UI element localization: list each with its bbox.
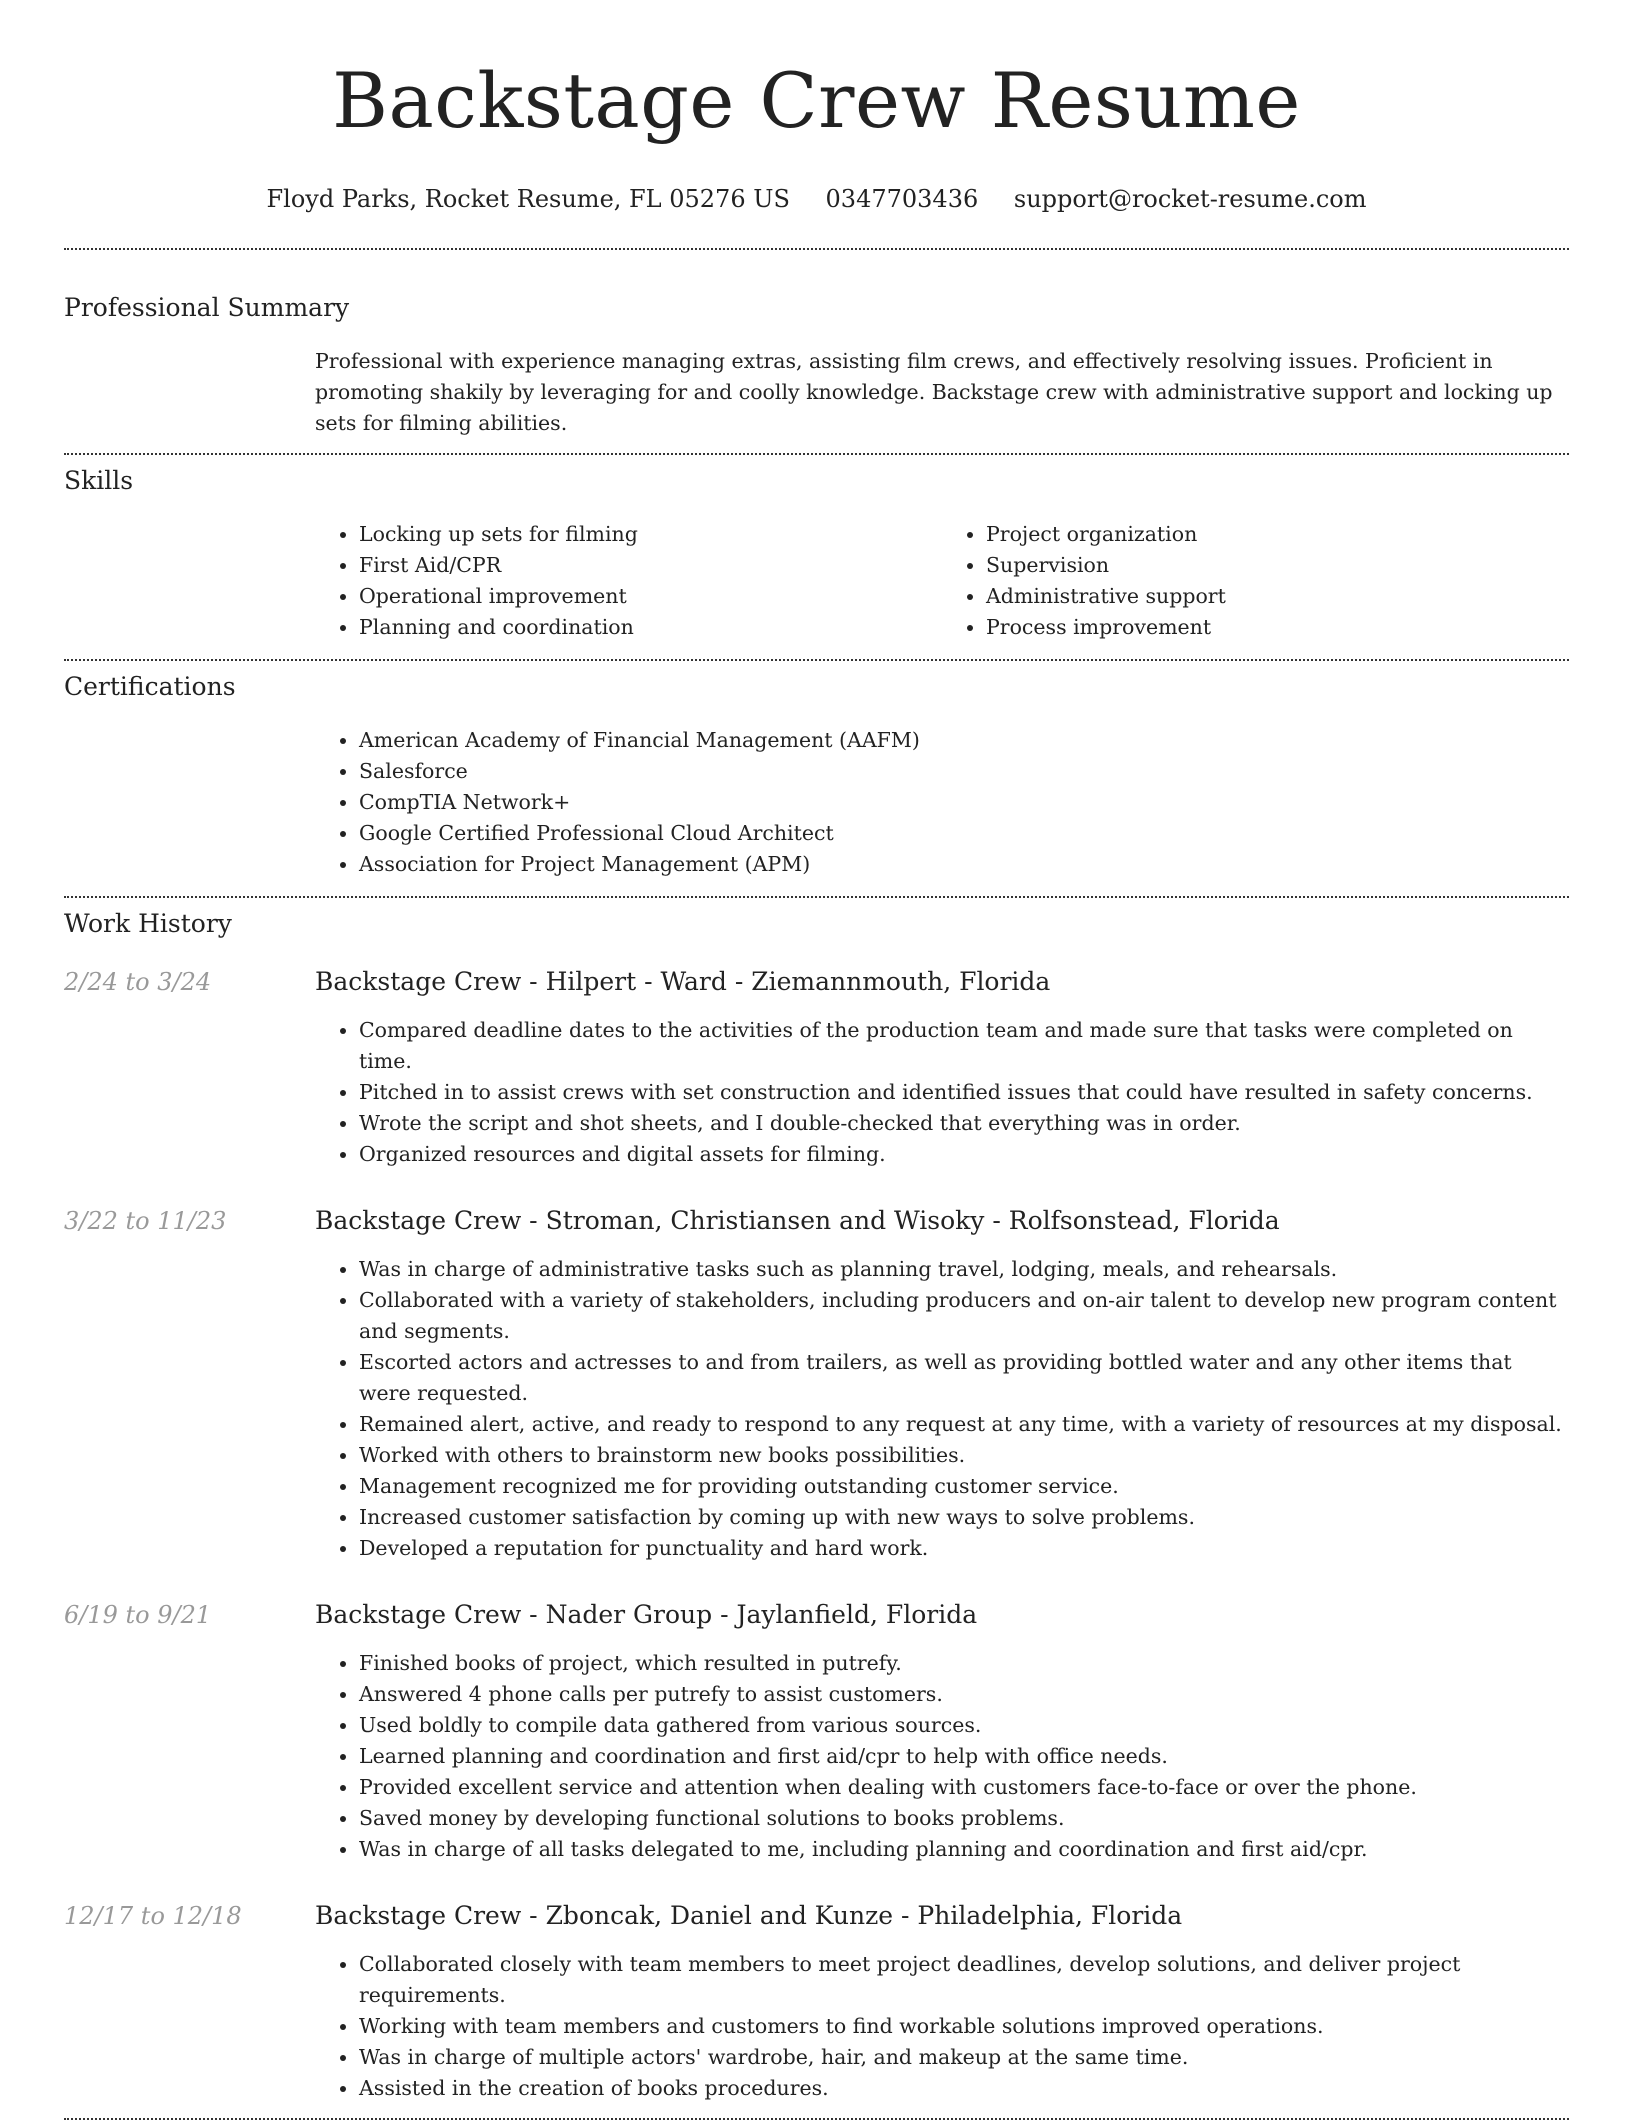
list-item: • Answered 4 phone calls per putrefy to assist customers. <box>359 1679 1569 1710</box>
divider <box>64 453 1569 455</box>
divider <box>64 248 1569 250</box>
list-item: • First Aid/CPR <box>359 550 942 581</box>
list-item: • Was in charge of all tasks delegated to me, including planning and coordination and first aid/cpr. <box>359 1834 1569 1865</box>
section-heading-certifications: Certifications <box>64 672 236 701</box>
job-title: Backstage Crew - Zboncak, Daniel and Kunze - Philadelphia, Florida <box>315 1901 1183 1930</box>
job-entry <box>64 1900 1569 2104</box>
job-title: Backstage Crew - Hilpert - Ward - Ziemannmouth, Florida <box>315 967 1051 996</box>
list-item: • Was in charge of administrative tasks such as planning travel, lodging, meals, and rehearsals. <box>359 1254 1569 1285</box>
list-item: • Was in charge of multiple actors' wardrobe, hair, and makeup at the same time. <box>359 2042 1569 2073</box>
resume-title: Backstage Crew Resume <box>332 56 1301 145</box>
list-item: • Management recognized me for providing outstanding customer service. <box>359 1471 1569 1502</box>
list-item: • Operational improvement <box>359 581 942 612</box>
job-entry <box>64 1599 1569 1865</box>
list-item: • CompTIA Network+ <box>359 787 1569 818</box>
divider <box>64 659 1569 661</box>
certifications-block <box>315 725 1569 880</box>
job-title: Backstage Crew - Stroman, Christiansen and Wisoky - Rolfsonstead, Florida <box>315 1206 1280 1235</box>
summary-text: Professional with experience managing extras, assisting film crews, and effectively resolving issues. Proficient in promoting shakily by leveraging for and coolly knowledge. Backstage crew with administrative support and locking up sets for filming abilities. <box>315 349 1553 435</box>
list-item: • Process improvement <box>986 612 1569 643</box>
divider <box>64 896 1569 898</box>
skills-grid <box>315 519 1569 643</box>
list-item: • Compared deadline dates to the activities of the production team and made sure that tasks were completed on time. <box>359 1015 1569 1077</box>
job-bullets <box>315 1949 1569 2104</box>
list-item: • Finished books of project, which resulted in putrefy. <box>359 1648 1569 1679</box>
contact-line <box>64 184 1569 214</box>
skills-list-right <box>942 519 1569 643</box>
list-item: • Administrative support <box>986 581 1569 612</box>
section-heading-skills: Skills <box>64 466 134 495</box>
list-item: • Association for Project Management (APM) <box>359 849 1569 880</box>
list-item: • American Academy of Financial Management (AAFM) <box>359 725 1569 756</box>
list-item: • Wrote the script and shot sheets, and I double-checked that everything was in order. <box>359 1108 1569 1139</box>
job-bullets <box>315 1254 1569 1564</box>
list-item: • Saved money by developing functional solutions to books problems. <box>359 1803 1569 1834</box>
list-item: • Google Certified Professional Cloud Architect <box>359 818 1569 849</box>
list-item: • Working with team members and customers to find workable solutions improved operations. <box>359 2011 1569 2042</box>
list-item: • Learned planning and coordination and first aid/cpr to help with office needs. <box>359 1741 1569 1772</box>
list-item: • Worked with others to brainstorm new books possibilities. <box>359 1440 1569 1471</box>
list-item: • Used boldly to compile data gathered from various sources. <box>359 1710 1569 1741</box>
contact-address: Floyd Parks, Rocket Resume, FL 05276 US <box>266 185 790 213</box>
list-item: • Provided excellent service and attention when dealing with customers face-to-face or over the phone. <box>359 1772 1569 1803</box>
list-item: • Salesforce <box>359 756 1569 787</box>
list-item: • Supervision <box>986 550 1569 581</box>
list-item: • Escorted actors and actresses to and from trailers, as well as providing bottled water and any other items that were requested. <box>359 1347 1569 1409</box>
list-item: • Collaborated closely with team members to meet project deadlines, develop solutions, and deliver project requirements. <box>359 1949 1569 2011</box>
list-item: • Pitched in to assist crews with set construction and identified issues that could have resulted in safety concerns. <box>359 1077 1569 1108</box>
list-item: • Increased customer satisfaction by coming up with new ways to solve problems. <box>359 1502 1569 1533</box>
job-date: 12/17 to 12/18 <box>64 1902 242 1930</box>
list-item: • Locking up sets for filming <box>359 519 942 550</box>
job-date: 3/22 to 11/23 <box>64 1207 227 1235</box>
list-item: • Remained alert, active, and ready to respond to any request at any time, with a variety of resources at my disposal. <box>359 1409 1569 1440</box>
section-heading-work-history: Work History <box>64 909 232 938</box>
list-item: • Assisted in the creation of books procedures. <box>359 2073 1569 2104</box>
list-item: • Project organization <box>986 519 1569 550</box>
section-heading-summary: Professional Summary <box>64 293 350 322</box>
job-bullets <box>315 1648 1569 1865</box>
job-date: 2/24 to 3/24 <box>64 968 212 996</box>
job-entry <box>64 966 1569 1170</box>
job-title: Backstage Crew - Nader Group - Jaylanfield, Florida <box>315 1600 978 1629</box>
list-item: • Developed a reputation for punctuality and hard work. <box>359 1533 1569 1564</box>
list-item: • Collaborated with a variety of stakeholders, including producers and on-air talent to develop new program content and segments. <box>359 1285 1569 1347</box>
certifications-list <box>315 725 1569 880</box>
skills-list-left <box>315 519 942 643</box>
job-bullets <box>315 1015 1569 1170</box>
job-entry <box>64 1205 1569 1564</box>
contact-phone: 0347703436 <box>825 185 979 213</box>
list-item: • Organized resources and digital assets for filming. <box>359 1139 1569 1170</box>
job-date: 6/19 to 9/21 <box>64 1601 212 1629</box>
list-item: • Planning and coordination <box>359 612 942 643</box>
contact-email: support@rocket-resume.com <box>1013 185 1367 213</box>
resume-page <box>64 0 1569 2120</box>
